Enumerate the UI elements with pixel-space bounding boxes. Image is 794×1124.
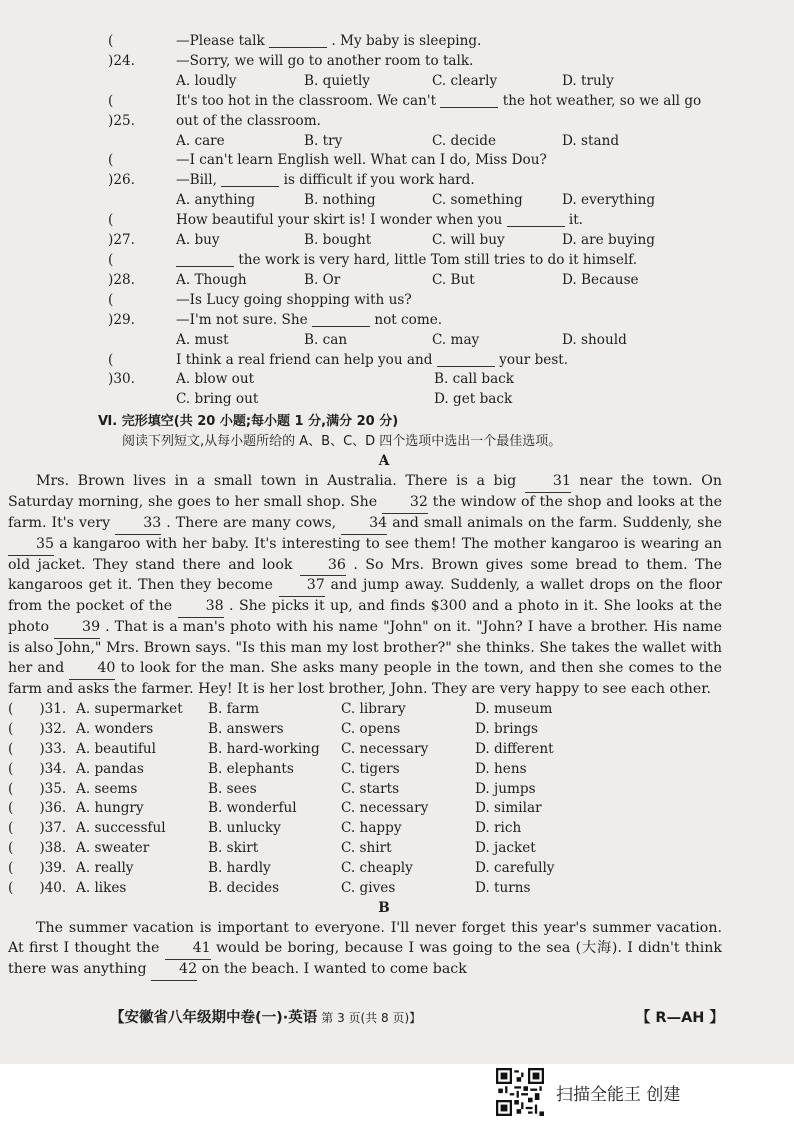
- bracket-close: ): [108, 311, 114, 328]
- passage-a: [8, 472, 722, 700]
- option-d[interactable]: D. rich: [475, 820, 522, 837]
- answer-blank: [440, 92, 498, 108]
- stem-text: the work is very hard, little Tom still tries to do it himself.: [238, 251, 638, 268]
- question-number: 29.: [113, 311, 135, 328]
- question-number: 35.: [44, 780, 67, 797]
- stem-text: the hot weather, so we all go: [502, 92, 702, 109]
- option-a[interactable]: A. hungry: [76, 800, 144, 817]
- stem-text: your best.: [499, 351, 569, 368]
- option-c[interactable]: C. clearly: [432, 72, 498, 89]
- question-number: 37.: [44, 820, 67, 837]
- option-a[interactable]: A. sweater: [76, 840, 150, 857]
- bracket-close: ): [39, 760, 45, 777]
- stem-text: —I can't learn English well. What can I do, Miss Dou?: [176, 152, 547, 169]
- answer-bracket[interactable]: [8, 799, 76, 819]
- blank-number: 31: [525, 472, 571, 493]
- option-c[interactable]: C. happy: [341, 820, 402, 837]
- bracket-close: ): [39, 720, 45, 737]
- answer-bracket[interactable]: [8, 879, 76, 899]
- bracket-close: ): [108, 232, 114, 249]
- option-c[interactable]: C. will buy: [432, 232, 505, 249]
- option-c[interactable]: C. But: [432, 271, 475, 288]
- option-b[interactable]: B. decides: [208, 880, 280, 897]
- blank-number: 39: [54, 618, 100, 639]
- option-c[interactable]: C. opens: [341, 720, 401, 737]
- option-b[interactable]: B. hard-working: [208, 740, 320, 757]
- cloze-question: [8, 859, 720, 879]
- bracket-close: ): [39, 840, 45, 857]
- passage-text: . So Mrs. Brown gives some bread to them. The kangaroos get it. Then they become: [8, 556, 722, 594]
- option-c[interactable]: C. library: [341, 700, 406, 717]
- bracket-open: (: [108, 92, 114, 109]
- cloze-question: [8, 720, 720, 740]
- answer-bracket[interactable]: [8, 760, 76, 780]
- bracket-close: ): [39, 820, 45, 837]
- option-d[interactable]: D. truly: [562, 72, 614, 89]
- option-b[interactable]: B. try: [304, 132, 343, 149]
- qr-code-icon: [496, 1068, 544, 1116]
- question-number: 25.: [113, 112, 135, 129]
- stem-text: —Bill,: [176, 172, 217, 189]
- question-number: 28.: [113, 271, 135, 288]
- answer-blank: [176, 251, 234, 267]
- passage-text: The summer vacation is important to everyone. I'll never forget this year's summer vacation. At first I thought the: [8, 919, 722, 956]
- bracket-open: (: [8, 740, 14, 757]
- blank-number: 42: [151, 960, 197, 981]
- answer-bracket[interactable]: [8, 819, 76, 839]
- answer-blank: [221, 171, 279, 187]
- answer-bracket[interactable]: [8, 839, 76, 859]
- passage-text: to look for the man. She asks many people in the town, and then she comes to the farm and asks the farmer. Hey! It is her lost brother, John. They are very happy to see each other.: [8, 660, 722, 697]
- option-row: [176, 231, 720, 251]
- option-a[interactable]: A. seems: [76, 780, 138, 797]
- cloze-question: [8, 839, 720, 859]
- option-b[interactable]: B. wonderful: [208, 800, 297, 817]
- stem-text: —Please talk: [176, 33, 265, 49]
- option-c[interactable]: C. may: [432, 331, 480, 348]
- answer-blank: [312, 311, 370, 327]
- bracket-close: ): [39, 700, 45, 717]
- question-stem: [176, 92, 720, 112]
- option-b[interactable]: B. sees: [208, 780, 257, 797]
- footer-exam-title: 【安徽省八年级期中卷(一)·英语: [110, 1010, 318, 1026]
- option-d[interactable]: D. jumps: [475, 780, 536, 797]
- bracket-open: (: [108, 33, 114, 49]
- bracket-open: (: [8, 800, 14, 817]
- option-a[interactable]: A. likes: [76, 880, 127, 897]
- answer-bracket[interactable]: [8, 720, 76, 740]
- stem-text: How beautiful your skirt is! I wonder when you: [176, 212, 503, 229]
- question-stem: [176, 251, 720, 271]
- question-item: [108, 151, 720, 211]
- option-c[interactable]: C. cheaply: [341, 860, 413, 877]
- option-d[interactable]: D. get back: [434, 391, 513, 408]
- bracket-close: ): [108, 172, 114, 189]
- option-a[interactable]: A. blow out: [176, 371, 255, 388]
- bracket-close: ): [39, 780, 45, 797]
- bracket-open: (: [108, 291, 114, 308]
- option-row: [176, 331, 720, 351]
- option-d[interactable]: D. should: [562, 331, 627, 348]
- question-item: [108, 291, 720, 351]
- question-stem: [176, 32, 720, 52]
- cloze-question: [8, 780, 720, 800]
- stem-text: it.: [568, 212, 584, 229]
- option-d[interactable]: D. museum: [475, 700, 553, 717]
- option-b[interactable]: B. unlucky: [208, 820, 281, 837]
- option-b[interactable]: B. Or: [304, 271, 341, 288]
- question-stem: [176, 211, 720, 231]
- option-b[interactable]: B. nothing: [304, 192, 376, 209]
- option-b[interactable]: B. answers: [208, 720, 284, 737]
- passage-text: Mrs. Brown lives in a small town in Australia. There is a big: [36, 472, 517, 489]
- stem-text: is difficult if you work hard.: [283, 172, 475, 189]
- passage-a-title: A: [378, 453, 390, 470]
- passage-text: near the town. On Saturday morning, she goes to her small shop. She: [8, 472, 722, 510]
- question-item: [108, 251, 720, 291]
- blank-number: 40: [69, 659, 115, 680]
- option-c[interactable]: C. starts: [341, 780, 400, 797]
- option-a[interactable]: A. buy: [176, 232, 220, 249]
- bracket-close: ): [108, 112, 114, 129]
- question-stem-line2: [176, 311, 720, 331]
- passage-b: [8, 919, 722, 981]
- stem-text: not come.: [374, 311, 443, 328]
- bracket-close: ): [39, 800, 45, 817]
- passage-text: . She picks it up, and finds $300 and a photo in it. She looks at the photo: [8, 598, 723, 636]
- option-c[interactable]: C. shirt: [341, 840, 392, 857]
- page-footer: [110, 1006, 724, 1027]
- option-a[interactable]: A. care: [176, 132, 225, 149]
- bracket-close: ): [39, 740, 45, 757]
- option-a[interactable]: A. pandas: [76, 760, 144, 777]
- blank-number: 36: [300, 556, 346, 577]
- cloze-options: [8, 700, 720, 899]
- question-number: 40.: [44, 880, 67, 897]
- question-stem: [176, 151, 720, 171]
- cloze-question: [8, 819, 720, 839]
- cloze-question: [8, 879, 720, 899]
- blank-number: 34: [341, 514, 387, 535]
- option-a[interactable]: A. successful: [76, 820, 166, 837]
- option-a[interactable]: A. beautiful: [76, 740, 157, 757]
- question-stem-line2: —Sorry, we will go to another room to talk.: [176, 52, 474, 69]
- bracket-open: (: [108, 251, 114, 268]
- option-b[interactable]: B. can: [304, 331, 348, 348]
- bracket-close: ): [39, 880, 45, 897]
- question-item: [108, 351, 720, 411]
- passage-b-title: B: [378, 899, 390, 916]
- option-d[interactable]: D. different: [475, 740, 554, 757]
- option-c[interactable]: C. something: [432, 192, 523, 209]
- question-number: 32.: [44, 720, 67, 737]
- option-a[interactable]: A. loudly: [176, 72, 237, 89]
- option-b[interactable]: B. quietly: [304, 72, 370, 89]
- question-number: 34.: [44, 760, 67, 777]
- option-d[interactable]: D. are buying: [562, 232, 655, 249]
- question-number: 30.: [113, 371, 135, 388]
- bracket-open: (: [108, 351, 114, 368]
- section-instruction: 阅读下列短文,从每小题所给的 A、B、C、D 四个选项中选出一个最佳选项。: [122, 434, 562, 450]
- question-number: 39.: [44, 860, 67, 877]
- answer-blank: [269, 32, 327, 48]
- option-c[interactable]: C. necessary: [341, 800, 429, 817]
- answer-bracket[interactable]: [108, 291, 176, 351]
- cloze-question: [8, 799, 720, 819]
- footer-left: [110, 1006, 421, 1027]
- option-d[interactable]: D. carefully: [475, 860, 555, 877]
- blank-number: 37: [279, 576, 325, 597]
- question-stem-line2: [176, 171, 720, 191]
- answer-bracket[interactable]: [108, 151, 176, 211]
- bracket-open: (: [108, 152, 114, 169]
- answer-bracket[interactable]: [108, 32, 176, 92]
- question-number: 33.: [44, 740, 67, 757]
- bracket-open: (: [8, 700, 14, 717]
- answer-bracket[interactable]: [108, 351, 176, 411]
- option-a[interactable]: A. really: [76, 860, 134, 877]
- option-row: [176, 72, 720, 92]
- option-b[interactable]: B. skirt: [208, 840, 259, 857]
- option-b[interactable]: B. farm: [208, 700, 260, 717]
- answer-bracket[interactable]: [8, 859, 76, 879]
- option-b[interactable]: B. bought: [304, 232, 372, 249]
- option-c[interactable]: C. bring out: [176, 391, 259, 408]
- option-c[interactable]: C. gives: [341, 880, 396, 897]
- stem-text: —Is Lucy going shopping with us?: [176, 291, 412, 308]
- stem-text: I think a real friend can help you and: [176, 351, 433, 368]
- question-stem: [176, 351, 720, 371]
- question-number: 26.: [113, 172, 135, 189]
- question-number: 36.: [44, 800, 67, 817]
- exam-content: [8, 32, 723, 981]
- bracket-close: ): [39, 860, 45, 877]
- option-d[interactable]: D. Because: [562, 271, 639, 288]
- option-a[interactable]: A. must: [176, 331, 229, 348]
- option-d[interactable]: D. similar: [475, 800, 542, 817]
- answer-bracket[interactable]: [108, 211, 176, 251]
- passage-text: on the beach. I wanted to come back: [201, 960, 467, 977]
- blank-number: 41: [165, 939, 211, 960]
- option-c[interactable]: C. tigers: [341, 760, 400, 777]
- option-row: [176, 132, 720, 152]
- option-d[interactable]: D. everything: [562, 192, 656, 209]
- option-a[interactable]: A. Though: [176, 271, 247, 288]
- answer-blank: [437, 351, 495, 367]
- bracket-close: ): [108, 371, 114, 388]
- passage-text: the window of the shop and looks at the farm. It's very: [8, 493, 722, 531]
- blank-number: 35: [8, 535, 54, 556]
- option-d[interactable]: D. brings: [475, 720, 539, 737]
- question-number: 38.: [44, 840, 67, 857]
- answer-bracket[interactable]: [108, 251, 176, 291]
- option-row: [176, 271, 720, 291]
- cloze-question: [8, 700, 720, 720]
- bracket-open: (: [8, 820, 14, 837]
- option-d[interactable]: D. jacket: [475, 840, 536, 857]
- answer-bracket[interactable]: [8, 700, 76, 720]
- bracket-open: (: [8, 860, 14, 877]
- blank-number: 38: [178, 597, 224, 618]
- passage-text: and jump away. Suddenly, a wallet drops on the floor from the pocket of the: [8, 577, 722, 615]
- option-a[interactable]: A. anything: [176, 192, 256, 209]
- option-c[interactable]: C. decide: [432, 132, 497, 149]
- footer-page-number: 第 3 页(共 8 页)】: [321, 1011, 422, 1025]
- blank-number: 32: [382, 493, 428, 514]
- question-number: 27.: [113, 232, 135, 249]
- passage-text: and small animals on the farm. Suddenly, she: [392, 514, 722, 531]
- answer-bracket[interactable]: [108, 92, 176, 152]
- scanner-text: 扫描全能王 创建: [556, 1084, 681, 1105]
- answer-bracket[interactable]: [8, 780, 76, 800]
- question-item: [108, 211, 720, 251]
- question-stem-line2: out of the classroom.: [176, 112, 321, 129]
- bracket-open: (: [108, 212, 114, 229]
- option-b[interactable]: B. hardly: [208, 860, 271, 877]
- stem-text: It's too hot in the classroom. We can't: [176, 92, 437, 109]
- passage-text: would be boring, because I was going to the sea (大海). I didn't think there was anything: [8, 939, 722, 977]
- question-item: [108, 92, 720, 152]
- bracket-close: ): [108, 271, 114, 288]
- question-item: [108, 32, 720, 92]
- option-d[interactable]: D. stand: [562, 132, 620, 149]
- option-b[interactable]: B. call back: [434, 371, 515, 388]
- cloze-question: [8, 760, 720, 780]
- question-number: 24.: [113, 52, 135, 69]
- scanner-watermark: [496, 1068, 680, 1116]
- option-a[interactable]: A. wonders: [76, 720, 154, 737]
- passage-text: a kangaroo with her baby. It's interesting to see them! The mother kangaroo is wearing an old jacket. They stand there and look: [8, 535, 722, 573]
- stem-text: . My baby is sleeping.: [331, 33, 482, 49]
- bracket-open: (: [8, 880, 14, 897]
- bracket-open: (: [8, 840, 14, 857]
- option-b[interactable]: B. elephants: [208, 760, 294, 777]
- footer-code: 【 R—AH 】: [635, 1010, 724, 1026]
- option-a[interactable]: A. supermarket: [76, 700, 183, 717]
- question-number: 31.: [44, 700, 67, 717]
- option-d[interactable]: D. hens: [475, 760, 527, 777]
- cloze-question: [8, 740, 720, 760]
- bracket-open: (: [8, 780, 14, 797]
- bracket-close: ): [108, 52, 114, 69]
- stem-text: —I'm not sure. She: [176, 311, 308, 328]
- option-d[interactable]: D. turns: [475, 880, 531, 897]
- passage-text: . There are many cows,: [166, 514, 337, 531]
- blank-number: 33: [115, 514, 161, 535]
- question-stem: [176, 291, 720, 311]
- section-title: Ⅵ. 完形填空(共 20 小题;每小题 1 分,满分 20 分): [98, 414, 399, 430]
- passage-text: . That is a man's photo with his name "John" on it. "John? I have a brother. His name is also John," Mrs. Brown says. "Is this man my lost brother?" she thinks. She takes the wallet with her and: [8, 619, 722, 677]
- option-c[interactable]: C. necessary: [341, 740, 429, 757]
- bracket-open: (: [8, 760, 14, 777]
- answer-blank: [507, 211, 565, 227]
- bracket-open: (: [8, 720, 14, 737]
- answer-bracket[interactable]: [8, 740, 76, 760]
- multiple-choice-questions: [108, 32, 720, 410]
- option-row: [176, 191, 720, 211]
